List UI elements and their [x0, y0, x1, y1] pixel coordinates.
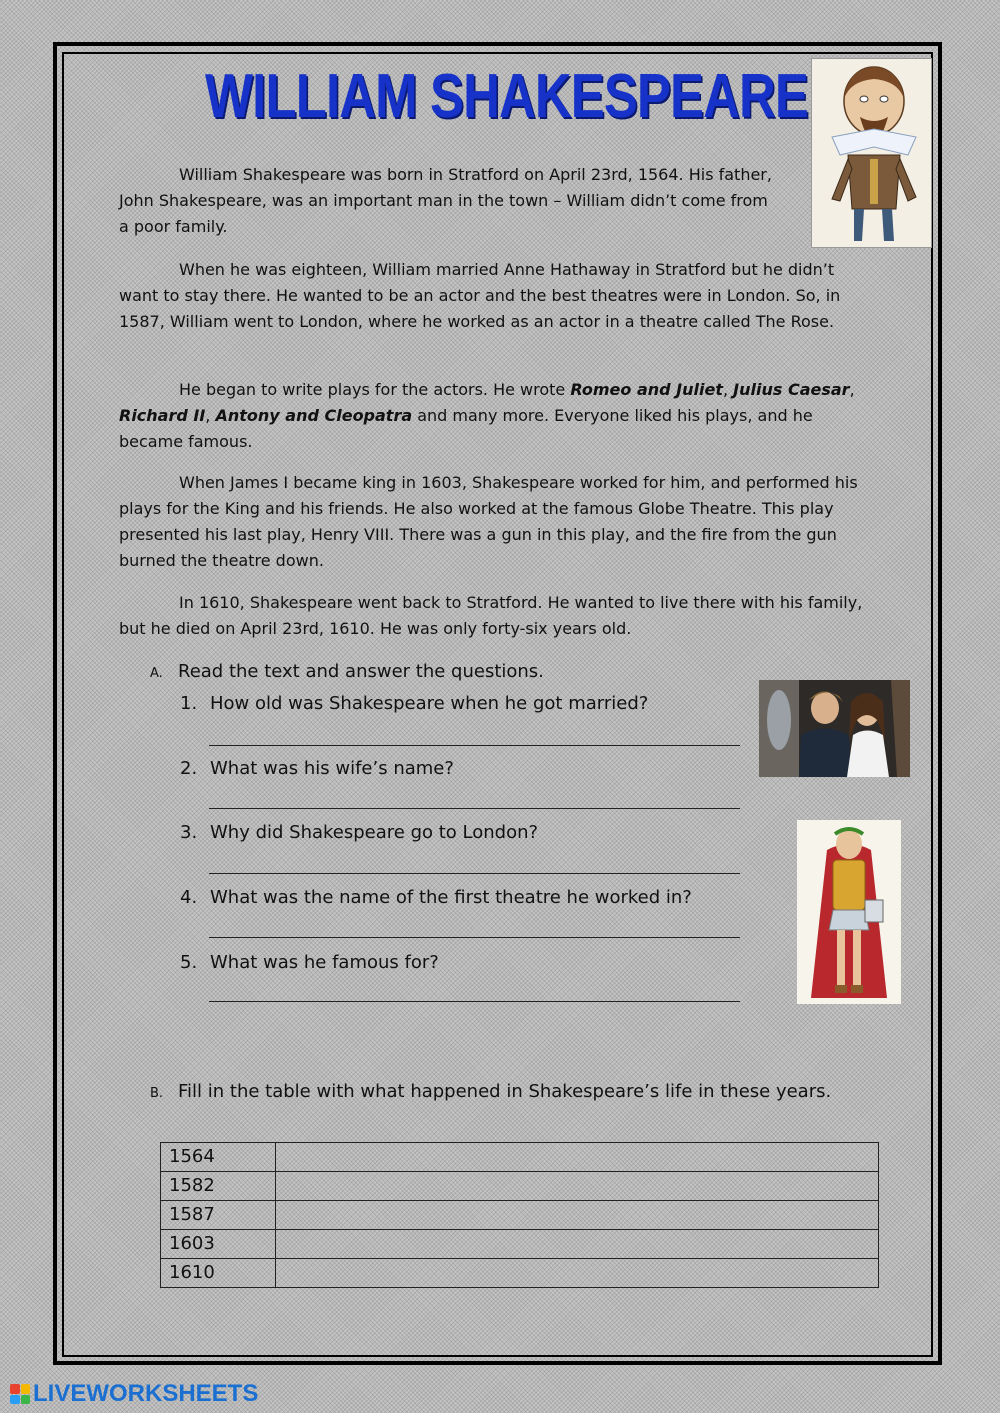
- question-1: [180, 692, 648, 716]
- question-3: [180, 821, 538, 845]
- plays-text-before: He began to write plays for the actors. He wrote: [179, 380, 571, 399]
- question-text: What was the name of the first theatre he worked in?: [210, 887, 692, 908]
- plays-text-after: and many more. Everyone liked his plays, and he became famous.: [119, 406, 813, 451]
- section-a-instruction: Read the text and answer the questions.: [178, 661, 544, 682]
- liveworksheets-logo[interactable]: [10, 1381, 258, 1407]
- year-cell: 1603: [161, 1230, 276, 1259]
- play-title: Richard II: [119, 406, 206, 425]
- event-answer-cell[interactable]: [276, 1201, 879, 1230]
- question-text: What was he famous for?: [210, 952, 439, 973]
- table-row: [161, 1259, 879, 1288]
- answer-line-3[interactable]: [209, 873, 740, 874]
- section-a-letter: A.: [150, 666, 163, 681]
- paragraph-birth: William Shakespeare was born in Stratford on April 23rd, 1564. His father, John Shakespeare, was an important man in the town – William didn’t come from a poor family.: [119, 165, 772, 236]
- logo-square: [10, 1395, 20, 1405]
- shakespeare-portrait-image: [811, 58, 932, 248]
- question-text: Why did Shakespeare go to London?: [210, 822, 539, 843]
- paragraph-marriage: When he was eighteen, William married Anne Hathaway in Stratford but he didn’t want to stay there. He wanted to be an actor and the best theatres were in London. So, in 1587, William went to London, where he worked as an actor in a theatre called The Rose.: [119, 260, 841, 331]
- paragraph-king-james: When James I became king in 1603, Shakespeare worked for him, and performed his plays for the King and his friends. He also worked at the famous Globe Theatre. This play presented his last play, Henry VIII. There was a gun in this play, and the fire from the gun burned the theatre down.: [119, 473, 858, 570]
- play-title: Julius Caesar: [733, 380, 850, 399]
- question-number: 1.: [180, 693, 198, 714]
- section-b-letter: B.: [150, 1086, 164, 1101]
- table-row: [161, 1230, 879, 1259]
- question-number: 2.: [180, 758, 198, 779]
- logo-mark-icon: [10, 1384, 30, 1404]
- play-title: Antony and Cleopatra: [215, 406, 413, 425]
- paragraph-death: In 1610, Shakespeare went back to Stratford. He wanted to live there with his family, but he died on April 23rd, 1610. He was only forty-six years old.: [119, 593, 863, 638]
- table-row: [161, 1172, 879, 1201]
- section-b-instruction: Fill in the table with what happened in Shakespeare’s life in these years.: [178, 1081, 832, 1102]
- paragraph-plays: He began to write plays for the actors. He wrote Romeo and Juliet, Julius Caesar, Richard II, Antony and Cleopatra and many more. Everyone liked his plays, and he became famous.: [119, 380, 855, 451]
- question-4: [180, 886, 692, 910]
- logo-square: [21, 1395, 31, 1405]
- logo-square: [21, 1384, 31, 1394]
- question-text: What was his wife’s name?: [210, 758, 454, 779]
- year-cell: 1587: [161, 1201, 276, 1230]
- answer-line-4[interactable]: [209, 937, 740, 938]
- julius-caesar-illustration: [797, 820, 901, 1004]
- answer-line-2[interactable]: [209, 808, 740, 809]
- answer-line-1[interactable]: [209, 745, 740, 746]
- logo-square: [10, 1384, 20, 1394]
- years-table: [160, 1142, 879, 1288]
- year-cell: 1610: [161, 1259, 276, 1288]
- question-5: [180, 951, 439, 975]
- year-cell: 1564: [161, 1143, 276, 1172]
- worksheet-title: WILLIAM SHAKESPEARE: [205, 62, 808, 131]
- romeo-and-juliet-photo: [759, 680, 910, 777]
- section-b-heading: [150, 1080, 831, 1106]
- event-answer-cell[interactable]: [276, 1172, 879, 1201]
- section-a-heading: [150, 660, 544, 686]
- answer-line-5[interactable]: [209, 1001, 740, 1002]
- question-number: 5.: [180, 952, 198, 973]
- logo-text: LIVEWORKSHEETS: [33, 1380, 259, 1407]
- table-row: [161, 1143, 879, 1172]
- question-number: 4.: [180, 887, 198, 908]
- event-answer-cell[interactable]: [276, 1259, 879, 1288]
- question-2: [180, 757, 454, 781]
- year-cell: 1582: [161, 1172, 276, 1201]
- event-answer-cell[interactable]: [276, 1230, 879, 1259]
- event-answer-cell[interactable]: [276, 1143, 879, 1172]
- play-title: Romeo and Juliet: [570, 380, 723, 399]
- question-number: 3.: [180, 822, 198, 843]
- table-row: [161, 1201, 879, 1230]
- question-text: How old was Shakespeare when he got married?: [210, 693, 649, 714]
